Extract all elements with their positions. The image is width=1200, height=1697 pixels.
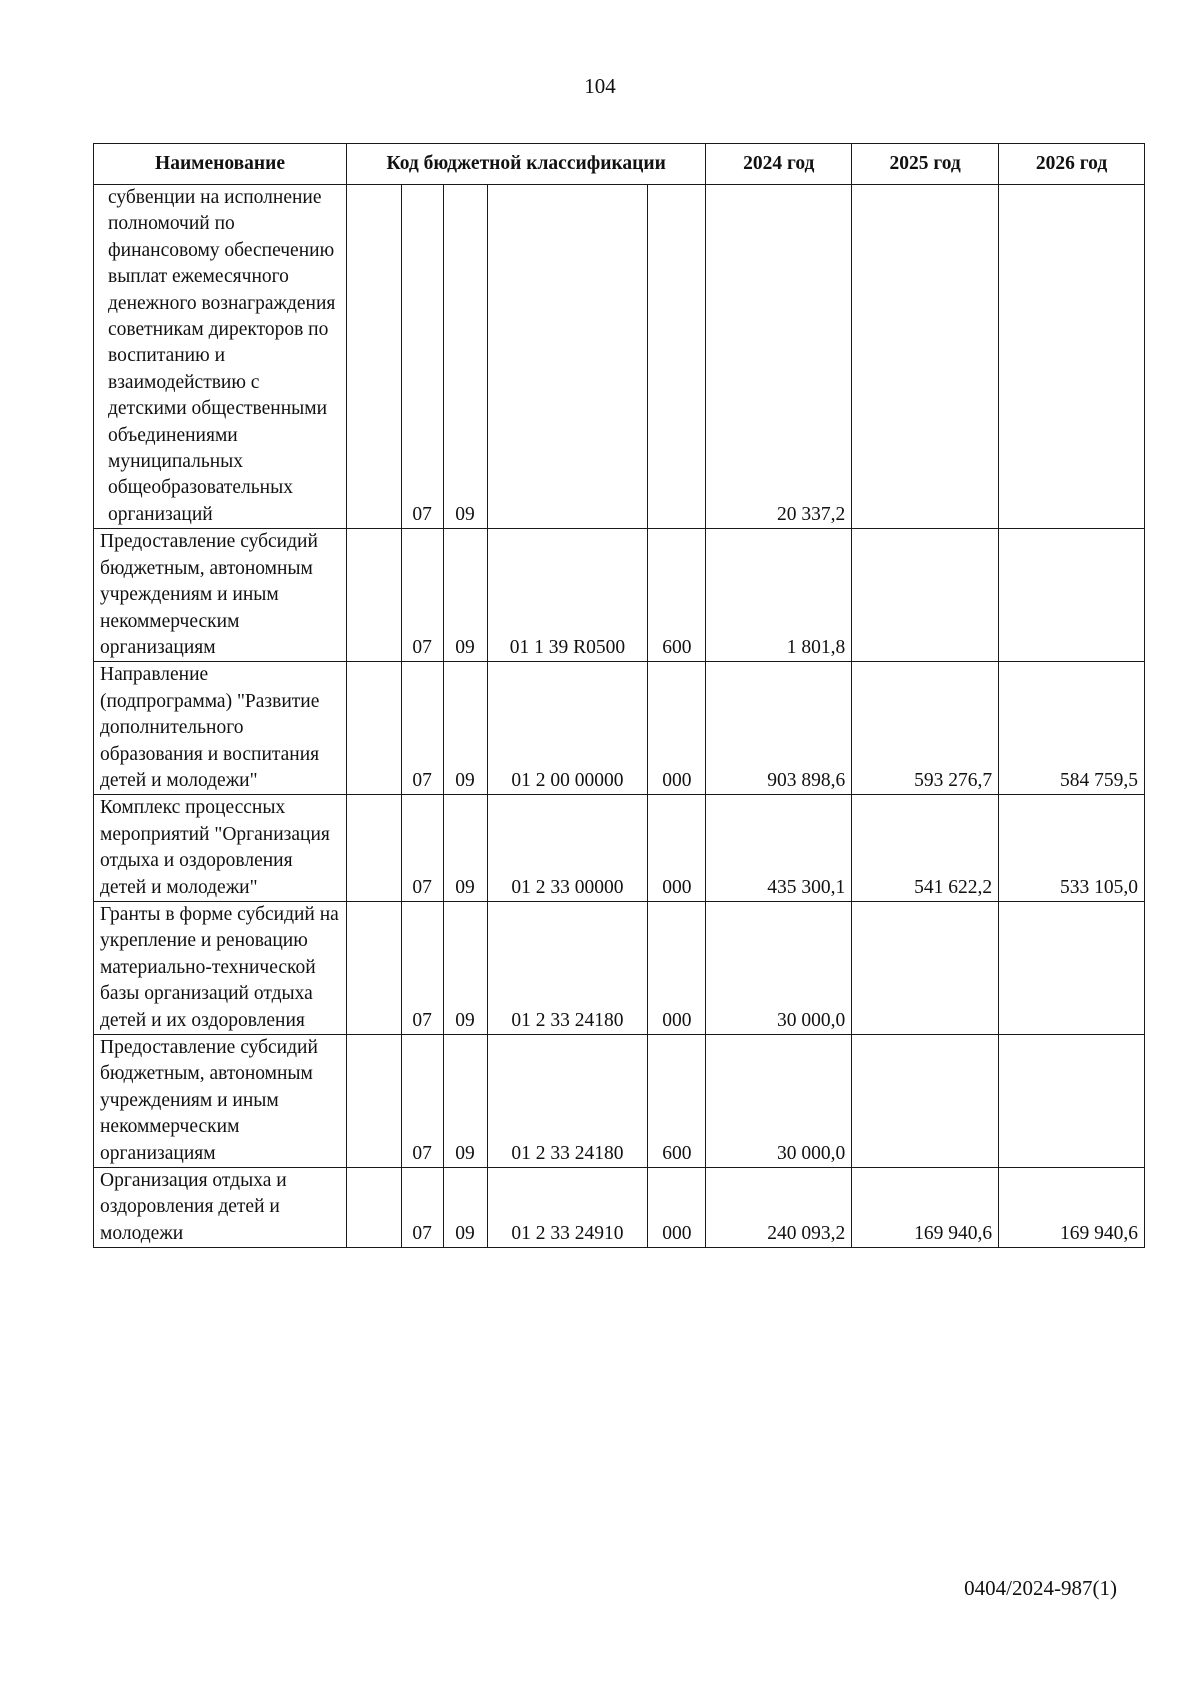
row-code-target: 01 2 33 00000 [487, 795, 648, 902]
row-amount-2024: 1 801,8 [706, 529, 852, 662]
row-code-1 [347, 901, 402, 1034]
row-code-target: 01 2 33 24910 [487, 1168, 648, 1248]
row-code-section: 07 [401, 185, 443, 529]
table-row [94, 795, 1145, 902]
row-code-expense [648, 185, 706, 529]
row-amount-2025 [852, 529, 999, 662]
header-2026: 2026 год [999, 144, 1145, 185]
table-row [94, 1168, 1145, 1248]
row-code-target: 01 2 00 00000 [487, 662, 648, 795]
row-name: Организация отдыха и оздоровления детей и молодежи [94, 1168, 347, 1248]
row-amount-2026 [999, 529, 1145, 662]
table-row [94, 529, 1145, 662]
row-code-target: 01 2 33 24180 [487, 1035, 648, 1168]
row-amount-2026: 169 940,6 [999, 1168, 1145, 1248]
row-code-1 [347, 795, 402, 902]
row-amount-2026 [999, 1035, 1145, 1168]
row-code-section: 07 [401, 529, 443, 662]
row-amount-2026 [999, 901, 1145, 1034]
row-amount-2026: 533 105,0 [999, 795, 1145, 902]
row-amount-2024: 435 300,1 [706, 795, 852, 902]
row-code-target: 01 2 33 24180 [487, 901, 648, 1034]
row-name: субвенции на исполнение полномочий по финансовому обеспечению выплат ежемесячного денежного вознаграждения советникам директоров по воспитанию и взаимодействию с детскими общественными объединениями муниципальных общеобразовательных организаций [94, 185, 347, 529]
row-code-1 [347, 1168, 402, 1248]
row-code-1 [347, 529, 402, 662]
row-code-section: 07 [401, 662, 443, 795]
row-code-subsection: 09 [443, 795, 487, 902]
row-code-expense: 000 [648, 662, 706, 795]
row-amount-2024: 903 898,6 [706, 662, 852, 795]
row-code-subsection: 09 [443, 901, 487, 1034]
table-row [94, 901, 1145, 1034]
row-code-subsection: 09 [443, 662, 487, 795]
table-row [94, 185, 1145, 529]
row-amount-2025: 541 622,2 [852, 795, 999, 902]
row-code-target: 01 1 39 R0500 [487, 529, 648, 662]
row-name: Предоставление субсидий бюджетным, автономным учреждениям и иным некоммерческим организациям [94, 529, 347, 662]
row-amount-2024: 30 000,0 [706, 1035, 852, 1168]
row-amount-2025: 593 276,7 [852, 662, 999, 795]
header-2025: 2025 год [852, 144, 999, 185]
header-name: Наименование [94, 144, 347, 185]
row-code-subsection: 09 [443, 1168, 487, 1248]
row-code-section: 07 [401, 1035, 443, 1168]
row-code-target [487, 185, 648, 529]
page-number: 104 [584, 74, 616, 98]
row-code-1 [347, 662, 402, 795]
row-code-expense: 000 [648, 901, 706, 1034]
budget-table [93, 143, 1145, 1248]
row-code-section: 07 [401, 901, 443, 1034]
header-2024: 2024 год [706, 144, 852, 185]
table-row [94, 1035, 1145, 1168]
header-code: Код бюджетной классификации [347, 144, 706, 185]
table-row [94, 662, 1145, 795]
row-code-subsection: 09 [443, 1035, 487, 1168]
row-amount-2026 [999, 185, 1145, 529]
row-code-subsection: 09 [443, 529, 487, 662]
row-amount-2024: 20 337,2 [706, 185, 852, 529]
row-code-section: 07 [401, 795, 443, 902]
row-amount-2026: 584 759,5 [999, 662, 1145, 795]
row-name: Комплекс процессных мероприятий "Организация отдыха и оздоровления детей и молодежи" [94, 795, 347, 902]
row-amount-2025 [852, 1035, 999, 1168]
row-amount-2024: 240 093,2 [706, 1168, 852, 1248]
row-amount-2025 [852, 901, 999, 1034]
row-name: Гранты в форме субсидий на укрепление и реновацию материально-технической базы организаций отдыха детей и их оздоровления [94, 901, 347, 1034]
row-code-expense: 000 [648, 1168, 706, 1248]
row-code-1 [347, 1035, 402, 1168]
row-code-section: 07 [401, 1168, 443, 1248]
row-code-expense: 000 [648, 795, 706, 902]
row-amount-2024: 30 000,0 [706, 901, 852, 1034]
document-number: 0404/2024-987(1) [964, 1576, 1117, 1600]
row-code-subsection: 09 [443, 185, 487, 529]
row-amount-2025 [852, 185, 999, 529]
row-code-1 [347, 185, 402, 529]
row-amount-2025: 169 940,6 [852, 1168, 999, 1248]
header-row [94, 144, 1145, 185]
row-code-expense: 600 [648, 1035, 706, 1168]
row-name: Направление (подпрограмма) "Развитие дополнительного образования и воспитания детей и молодежи" [94, 662, 347, 795]
row-code-expense: 600 [648, 529, 706, 662]
row-name: Предоставление субсидий бюджетным, автономным учреждениям и иным некоммерческим организациям [94, 1035, 347, 1168]
